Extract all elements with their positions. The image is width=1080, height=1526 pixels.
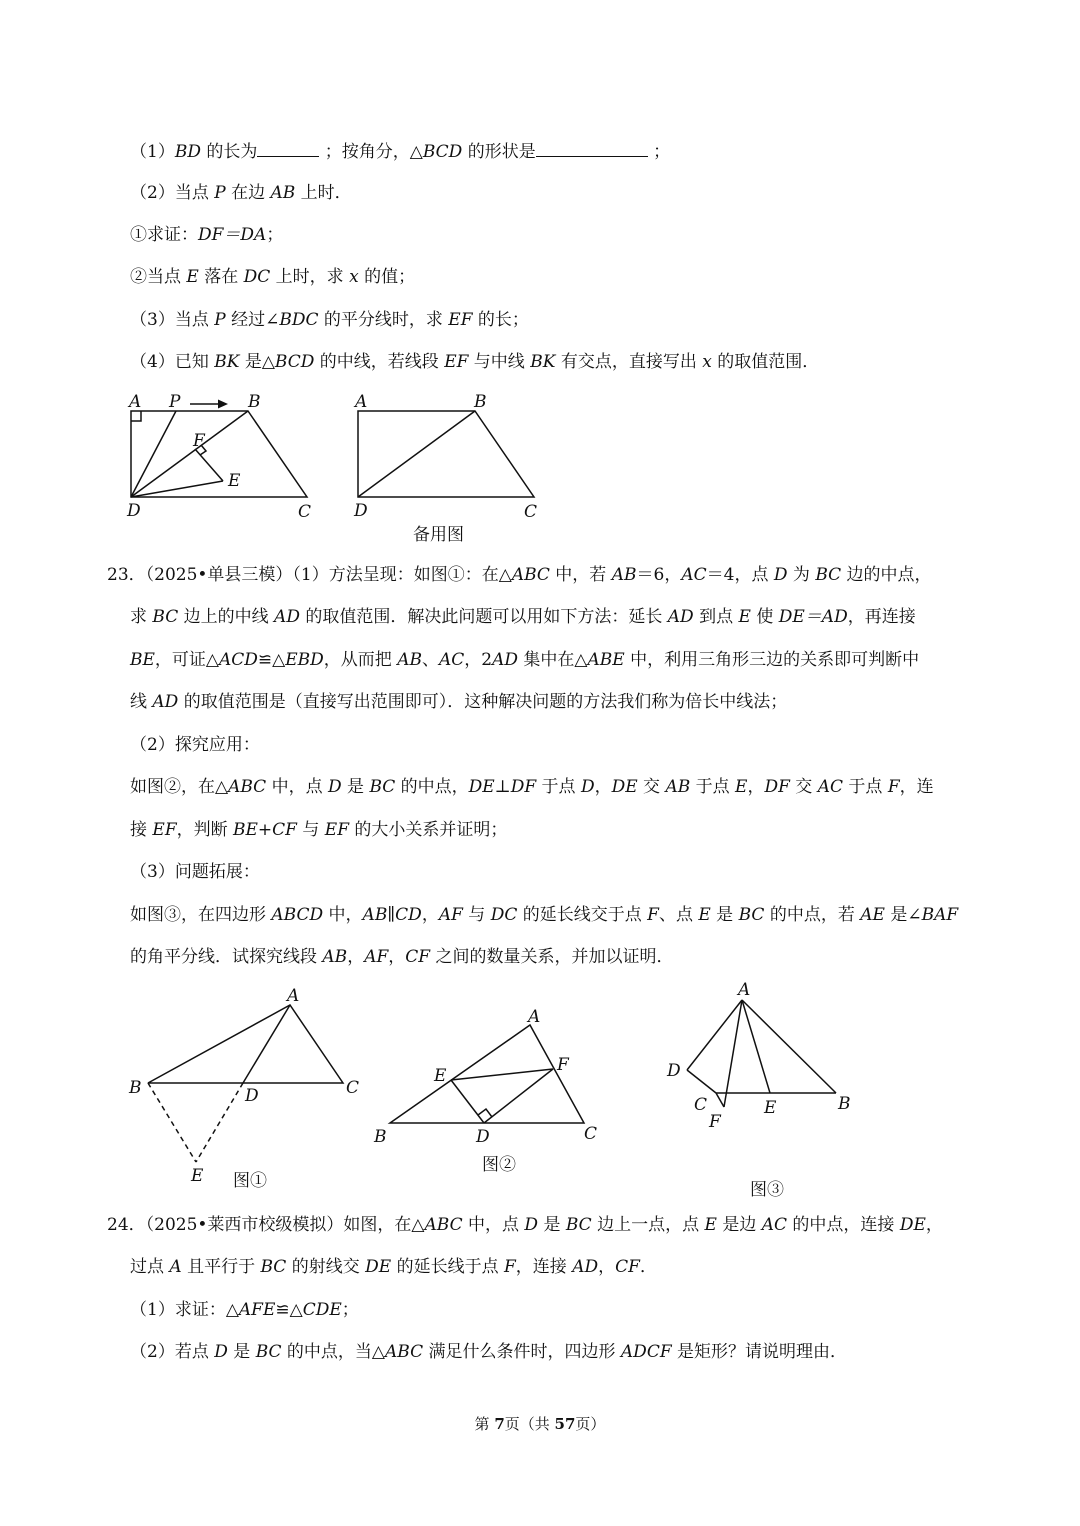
fig2-label-e: E bbox=[434, 1066, 447, 1086]
q23-line4: 线 AD 的取值范围是（直接写出范围即可）．这种解决问题的方法我们称为倍长中线法； bbox=[130, 692, 788, 712]
page-number: 7 bbox=[494, 1415, 505, 1433]
fig2-label-d: D bbox=[476, 1127, 490, 1147]
q22-part2: （2）当点 P 在边 AB 上时． bbox=[130, 183, 352, 203]
fig1-dashed-be bbox=[148, 1083, 196, 1162]
q23-line8: （3）问题拓展： bbox=[130, 862, 260, 882]
page-total: 57 bbox=[554, 1415, 576, 1433]
fig2-segment-ef bbox=[451, 1069, 553, 1080]
spare-caption: 备用图 bbox=[413, 525, 464, 545]
q23-line6: 如图②，在△ABC 中，点 D 是 BC 的中点，DE⊥DF 于点 D，DE 交 AB 于点 E，DF 交 AC 于点 F，连 bbox=[130, 777, 934, 797]
fig3-label-d: D bbox=[667, 1061, 681, 1081]
spare-label-b: B bbox=[474, 392, 487, 412]
fig1-label-a: A bbox=[287, 986, 300, 1006]
q23-line5: （2）探究应用： bbox=[130, 735, 260, 755]
q22-part4: （4）已知 BK 是△BCD 的中线，若线段 EF 与中线 BK 有交点，直接写出 x 的取值范围． bbox=[130, 352, 820, 372]
fig2-label-b: B bbox=[374, 1127, 387, 1147]
fig3-segment-af bbox=[724, 1000, 742, 1107]
q22-part2-1: ①求证：DF＝DA； bbox=[130, 225, 284, 245]
fig3-label-b: B bbox=[838, 1094, 851, 1114]
label-a: A bbox=[129, 392, 142, 412]
fig3-label-f: F bbox=[709, 1112, 721, 1132]
label-f: F bbox=[193, 431, 205, 451]
q23-line2: 求 BC 边上的中线 AD 的取值范围．解决此问题可以用如下方法：延长 AD 到点 E 使 DE＝AD，再连接 bbox=[130, 607, 916, 627]
fig3-label-a: A bbox=[738, 980, 751, 1000]
fig3-segment-ad bbox=[687, 1000, 742, 1070]
spare-label-a: A bbox=[355, 392, 368, 412]
spare-label-d: D bbox=[354, 501, 368, 521]
q23-line9: 如图③，在四边形 ABCD 中，AB∥CD，AF 与 DC 的延长线交于点 F、点 E 是 BC 的中点，若 AE 是∠BAF bbox=[130, 905, 959, 925]
fig2-caption: 图② bbox=[482, 1155, 516, 1175]
q22-part3: （3）当点 P 经过∠BDC 的平分线时，求 EF 的长； bbox=[130, 310, 529, 330]
fig2-right-angle-mark bbox=[478, 1109, 492, 1117]
fig1-label-d: D bbox=[245, 1086, 259, 1106]
label-c: C bbox=[298, 502, 312, 522]
page-footer: 第 7页（共 57页） bbox=[474, 1415, 606, 1433]
fig1-caption: 图① bbox=[233, 1171, 267, 1191]
fig1-label-b: B bbox=[129, 1078, 142, 1098]
fig3-caption: 图③ bbox=[750, 1180, 784, 1200]
q23-line3: BE，可证△ACD≌△EBD，从而把 AB、AC，2AD 集中在△ABE 中，利用三角形三边的关系即可判断中 bbox=[130, 650, 920, 670]
fig1-dashed-de bbox=[196, 1083, 243, 1162]
label-e: E bbox=[228, 471, 241, 491]
label-p: P bbox=[169, 392, 181, 412]
fig1-median-ad bbox=[243, 1005, 290, 1083]
fig3-label-e: E bbox=[764, 1098, 777, 1118]
label-d: D bbox=[127, 501, 141, 521]
q23-line10: 的角平分线．试探究线段 AB，AF，CF 之间的数量关系，并加以证明． bbox=[130, 947, 674, 967]
fig2-triangle-abc bbox=[390, 1025, 584, 1123]
q22-part2-2: ②当点 E 落在 DC 上时，求 x 的值； bbox=[130, 267, 416, 287]
q24-part1: （1）求证：△AFE≌△CDE； bbox=[130, 1300, 359, 1320]
fig1-triangle-abc bbox=[148, 1005, 343, 1083]
q24-line2: 过点 A 且平行于 BC 的射线交 DE 的延长线于点 F，连接 AD，CF． bbox=[130, 1257, 657, 1277]
q24-part2: （2）若点 D 是 BC 的中点，当△ABC 满足什么条件时，四边形 ADCF 是矩形？请说明理由． bbox=[130, 1342, 848, 1362]
fig1-label-e: E bbox=[191, 1166, 204, 1186]
fig3-label-c: C bbox=[694, 1095, 708, 1115]
q23-line1: 23．（2025•单县三模）（1）方法呈现：如图①：在△ABC 中，若 AB＝6，AC＝4，点 D 为 BC 边的中点， bbox=[107, 565, 932, 585]
q22-part1: （1）BD 的长为 ；按角分，△BCD 的形状是 ； bbox=[130, 138, 670, 164]
fig2-label-a: A bbox=[528, 1007, 541, 1027]
fig1-label-c: C bbox=[346, 1078, 360, 1098]
fig3-segment-cf bbox=[716, 1093, 724, 1107]
fig2-label-c: C bbox=[584, 1124, 598, 1144]
fig2-segment-de bbox=[451, 1080, 484, 1123]
label-b: B bbox=[248, 392, 261, 412]
fig2-segment-df bbox=[484, 1069, 553, 1123]
q23-line7: 接 EF，判断 BE+CF 与 EF 的大小关系并证明； bbox=[130, 820, 508, 840]
fig3-segment-dc bbox=[687, 1070, 716, 1093]
fig2-label-f: F bbox=[557, 1055, 569, 1075]
spare-label-c: C bbox=[524, 502, 538, 522]
q24-line1: 24．（2025•莱西市校级模拟）如图，在△ABC 中，点 D 是 BC 边上一点，点 E 是边 AC 的中点，连接 DE， bbox=[107, 1215, 943, 1235]
